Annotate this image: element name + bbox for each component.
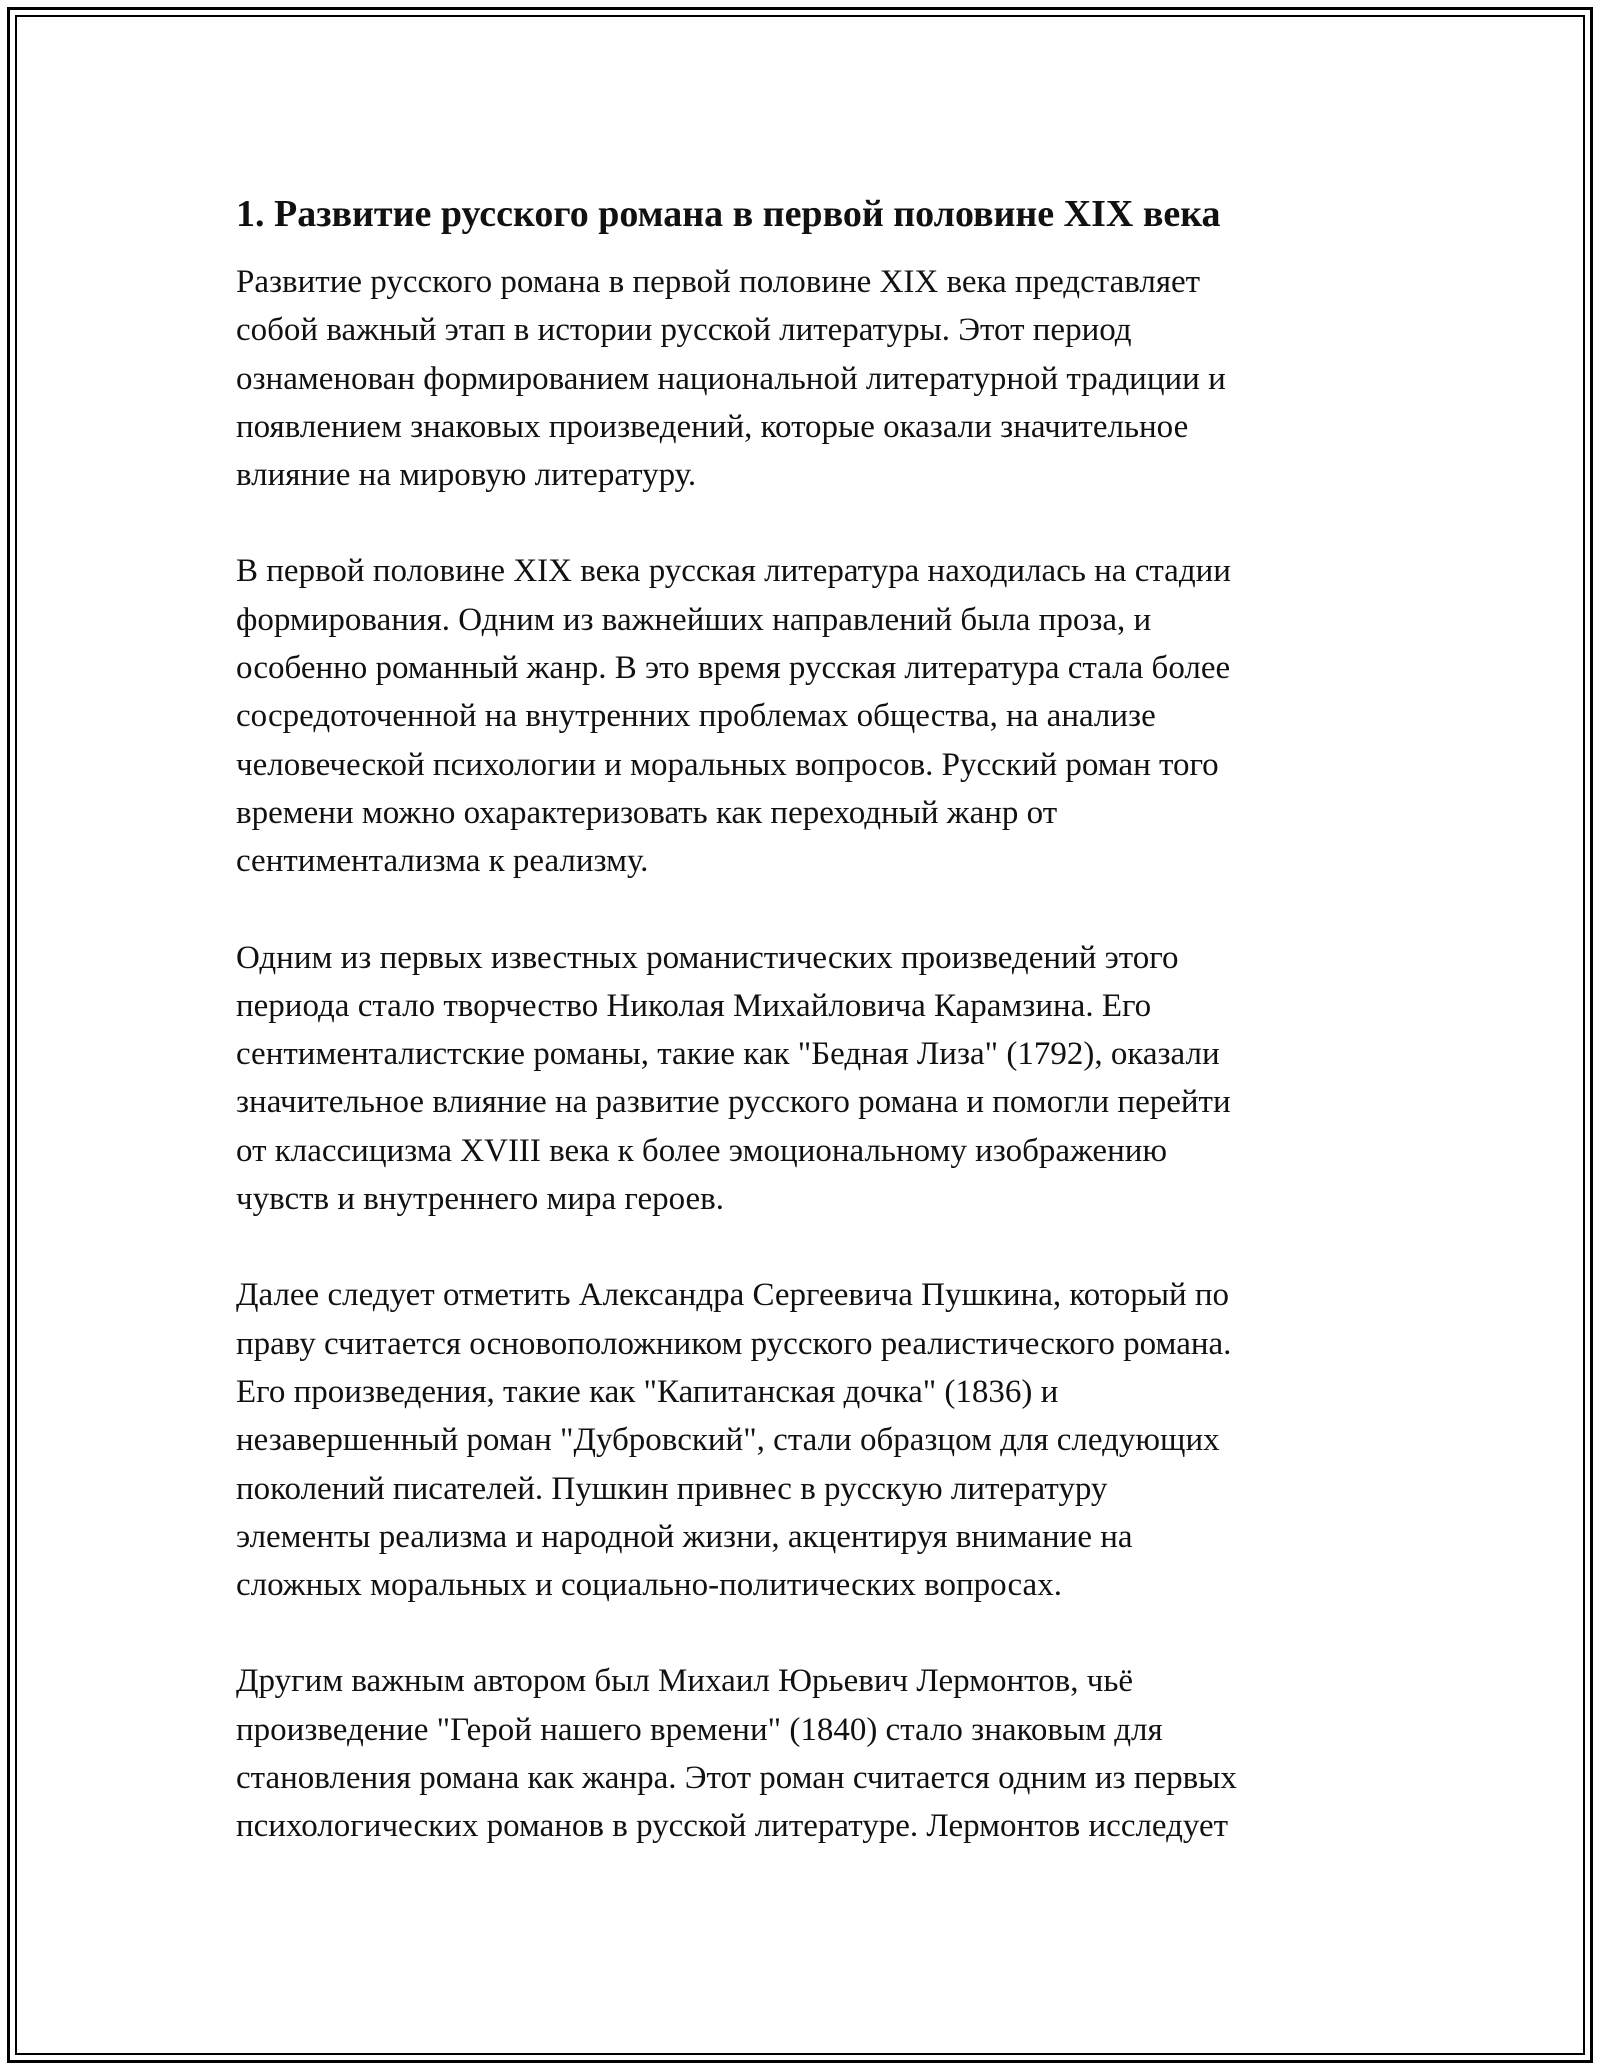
paragraph-line: человеческой психологии и моральных вопросов. Русский роман того [236,746,1219,783]
paragraph-line: ознаменован формированием национальной литературной традиции и [236,360,1226,397]
paragraph-line: Другим важным автором был Михаил Юрьевич Лермонтов, чьё [236,1663,1134,1700]
paragraph-line: от классицизма XVIII века к более эмоциональному изображению [236,1132,1168,1169]
paragraph-line: периода стало творчество Николая Михайловича Карамзина. Его [236,987,1152,1024]
paragraph-line: чувств и внутреннего мира героев. [236,1181,725,1218]
paragraph-line: времени можно охарактеризовать как переходный жанр от [236,794,1058,831]
paragraph-line: становления романа как жанра. Этот роман считается одним из первых [236,1760,1237,1797]
paragraph-1 [236,258,1366,499]
paragraph-line: поколений писателей. Пушкин привнес в русскую литературу [236,1470,1108,1507]
paragraph-line: появлением знаковых произведений, которые оказали значительное [236,408,1189,445]
paragraph-line: Далее следует отметить Александра Сергеевича Пушкина, который по [236,1277,1230,1314]
paragraph-3 [236,934,1366,1224]
paragraph-line: элементы реализма и народной жизни, акцентируя внимание на [236,1518,1133,1555]
paragraph-line: Развитие русского романа в первой половине XIX века представляет [236,264,1201,300]
document-page [236,182,1366,1899]
paragraph-line: Его произведения, такие как "Капитанская дочка" (1836) и [236,1373,1059,1410]
paragraph-5 [236,1657,1366,1850]
paragraph-line: незавершенный роман "Дубровский", стали образцом для следующих [236,1422,1220,1459]
paragraph-line: В первой половине XIX века русская литература находилась на стадии [236,553,1231,590]
paragraph-line: психологических романов в русской литературе. Лермонтов исследует [236,1808,1229,1845]
paragraph-2 [236,547,1366,885]
paragraph-line: значительное влияние на развитие русского романа и помогли перейти [236,1084,1231,1121]
paragraph-line: сентиментализма к реализму. [236,843,649,880]
paragraph-line: сложных моральных и социально-политических вопросах. [236,1567,1062,1604]
paragraph-line: сентименталистские романы, такие как "Бедная Лиза" (1792), оказали [236,1036,1220,1073]
paragraph-line: Одним из первых известных романистических произведений этого [236,939,1179,976]
paragraph-line: влияние на мировую литературу. [236,457,697,494]
paragraph-line: собой важный этап в истории русской литературы. Этот период [236,312,1132,349]
paragraph-line: формирования. Одним из важнейших направлений была проза, и [236,601,1152,638]
paragraph-line: особенно романный жанр. В это время русская литература стала более [236,650,1231,687]
paragraph-4 [236,1271,1366,1609]
section-heading: 1. Развитие русского романа в первой половине XIX века [236,193,1221,235]
paragraph-line: произведение "Герой нашего времени" (1840) стало знаковым для [236,1711,1163,1748]
paragraph-line: праву считается основоположником русского реалистического романа. [236,1325,1232,1362]
paragraph-line: сосредоточенной на внутренних проблемах общества, на анализе [236,698,1156,735]
